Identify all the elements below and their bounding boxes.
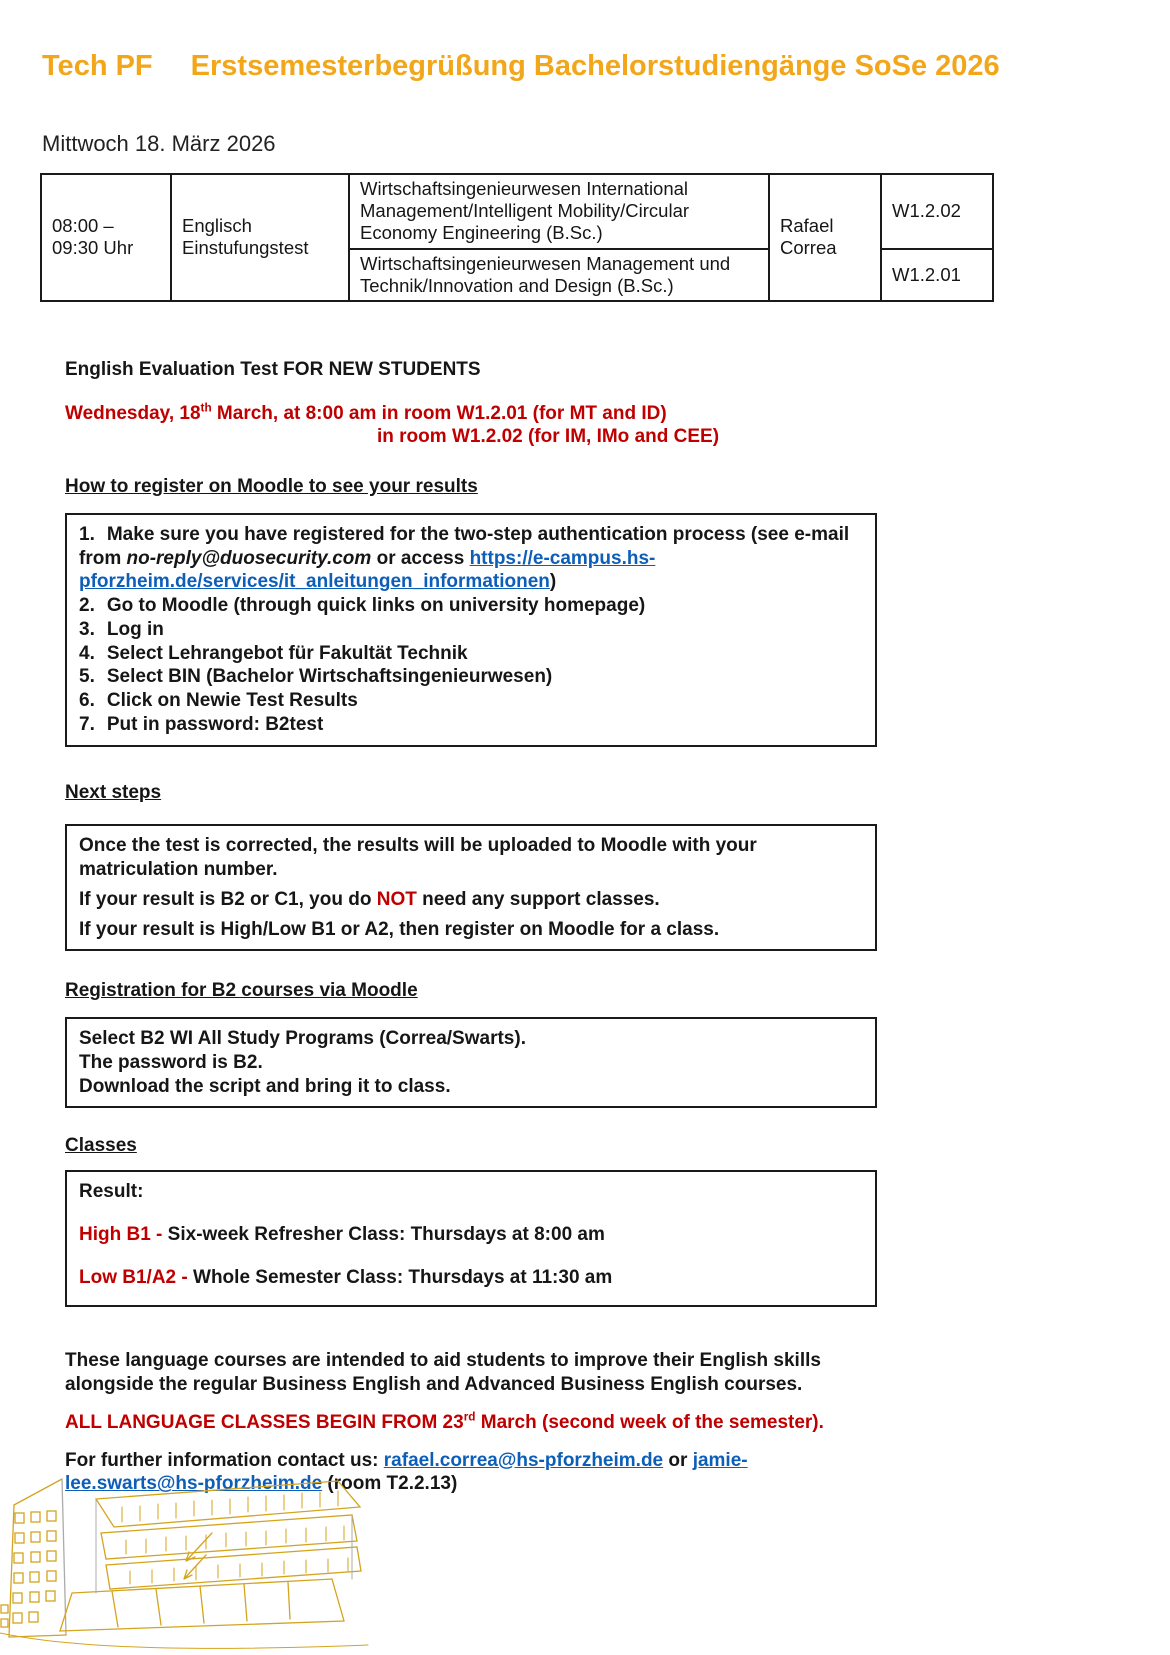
results-upload-text xyxy=(79,834,863,882)
b2-script-line: Download the script and bring it to class. xyxy=(79,1075,451,1097)
title-text: Erstsemesterbegrüßung Bachelorstudiengänge SoSe 2026 xyxy=(190,50,1000,82)
step-4-text: Select Lehrangebot für Fakultät Technik xyxy=(106,642,468,664)
high-b1-label: High B1 - xyxy=(79,1223,168,1245)
course-info-paragraph xyxy=(65,1349,877,1397)
step-3-text: Log in xyxy=(106,618,164,640)
ordinal-sup: rd xyxy=(463,1410,476,1424)
instructor-line1: Rafael xyxy=(780,215,834,237)
classes-box xyxy=(65,1170,877,1307)
next-steps-heading: Next steps xyxy=(65,781,162,803)
step-3-number: 3. xyxy=(79,618,95,640)
step-1-text-c: or access xyxy=(371,547,470,569)
not-emphasis: NOT xyxy=(376,888,417,910)
jamie-email-line2: lee.swarts@hs-pforzheim.de xyxy=(65,1473,323,1495)
time-line1: 08:00 – xyxy=(52,215,114,237)
step-6-number: 6. xyxy=(79,690,95,712)
next-steps-box xyxy=(65,824,877,951)
jamie-email-line1: jamie- xyxy=(692,1449,748,1471)
step-item-4 xyxy=(79,642,863,666)
b2-registration-heading: Registration for B2 courses via Moodle xyxy=(65,980,418,1002)
program-cell-1: Wirtschaftsingenieurwesen International Management/Intelligent Mobility/Circular Economy Engineering (B.Sc.) xyxy=(349,174,769,249)
b2-c1-rule xyxy=(79,888,863,912)
result-label: Result: xyxy=(79,1181,144,1203)
step-5-text: Select BIN (Bachelor Wirtschaftsingenieurwesen) xyxy=(106,666,553,688)
step-4-number: 4. xyxy=(79,642,95,664)
step-7-number: 7. xyxy=(79,713,95,735)
step-6-text: Click on Newie Test Results xyxy=(106,690,358,712)
campus-building-icon xyxy=(0,1455,380,1655)
time-line2: 09:30 Uhr xyxy=(52,237,134,259)
room-cell-1: W1.2.02 xyxy=(881,174,993,249)
b2-registration-box xyxy=(65,1017,877,1108)
b2-c1-rule-post: need any support classes. xyxy=(416,888,660,910)
date-heading: Mittwoch 18. März 2026 xyxy=(42,131,276,156)
b1-a2-rule: If your result is High/Low B1 or A2, then register on Moodle for a class. xyxy=(79,918,720,940)
step-1-text-a: Make sure you have registered for the two-step authentication process (see e-mail xyxy=(106,523,850,545)
step-item-3 xyxy=(79,618,863,642)
event-line1: Englisch xyxy=(182,215,252,237)
brand-label: Tech PF xyxy=(42,50,153,82)
document-body xyxy=(65,358,877,1496)
course-info-line2: alongside the regular Business English and Advanced Business English courses. xyxy=(65,1374,803,1396)
notice-line2: in room W1.2.02 (for IM, IMo and CEE) xyxy=(377,426,720,448)
low-b1-a2-row xyxy=(79,1266,863,1290)
step-1-text-d: ) xyxy=(549,571,557,593)
warning-post: March (second week of the semester). xyxy=(475,1411,824,1433)
contact-post: (room T2.2.13) xyxy=(322,1473,458,1495)
program-cell-2: Wirtschaftsingenieurwesen Management und Technik/Innovation and Design (B.Sc.) xyxy=(349,249,769,301)
results-upload-line2: matriculation number. xyxy=(79,859,278,881)
schedule-table xyxy=(40,173,994,302)
step-2-number: 2. xyxy=(79,595,95,617)
intro-heading: English Evaluation Test FOR NEW STUDENTS xyxy=(65,358,481,380)
b2-c1-rule-pre: If your result is B2 or C1, you do xyxy=(79,888,377,910)
b2-select-line: Select B2 WI All Study Programs (Correa/Swarts). xyxy=(79,1028,526,1050)
notice-line1-pre: Wednesday, 18 xyxy=(65,402,201,424)
step-item-2 xyxy=(79,594,863,618)
notice-line1-post: March, at 8:00 am in room W1.2.01 (for MT and ID) xyxy=(211,402,667,424)
ecampus-link-line1: https://e-campus.hs- xyxy=(469,547,656,569)
step-item-1 xyxy=(79,523,863,594)
step-5-number: 5. xyxy=(79,666,95,688)
rafael-email-link[interactable]: rafael.correa@hs-pforzheim.de xyxy=(383,1449,664,1471)
step-item-5 xyxy=(79,665,863,689)
classes-begin-warning xyxy=(65,1411,877,1435)
course-info-line1: These language courses are intended to aid students to improve their English skills xyxy=(65,1350,821,1372)
ecampus-link-line2: pforzheim.de/services/it_anleitungen_informationen xyxy=(79,571,550,593)
step-1-text-b: from xyxy=(79,547,127,569)
test-time-notice xyxy=(65,402,877,450)
classes-heading: Classes xyxy=(65,1135,137,1157)
high-b1-row xyxy=(79,1223,863,1247)
register-section-heading: How to register on Moodle to see your results xyxy=(65,476,478,498)
contact-mid: or xyxy=(663,1449,693,1471)
ordinal-sup: th xyxy=(200,401,212,415)
step-item-7 xyxy=(79,713,863,737)
contact-pre: For further information contact us: xyxy=(65,1449,384,1471)
duosecurity-email-text: no-reply@duosecurity.com xyxy=(126,547,372,569)
b2-password-line: The password is B2. xyxy=(79,1051,263,1073)
low-b1-a2-text: Whole Semester Class: Thursdays at 11:30 am xyxy=(193,1266,613,1288)
instructor-line2: Correa xyxy=(780,237,837,259)
results-upload-line1: Once the test is corrected, the results will be uploaded to Moodle with your xyxy=(79,835,757,857)
low-b1-a2-label: Low B1/A2 - xyxy=(79,1266,194,1288)
room-cell-2: W1.2.01 xyxy=(881,249,993,301)
instructor-cell xyxy=(769,174,881,301)
event-line2: Einstufungstest xyxy=(182,237,309,259)
warning-pre: ALL LANGUAGE CLASSES BEGIN FROM 23 xyxy=(65,1411,464,1433)
step-7-text: Put in password: B2test xyxy=(106,713,324,735)
high-b1-text: Six-week Refresher Class: Thursdays at 8:00 am xyxy=(167,1223,605,1245)
step-2-text: Go to Moodle (through quick links on university homepage) xyxy=(106,595,646,617)
step-item-6 xyxy=(79,689,863,713)
event-cell xyxy=(171,174,349,301)
document-title xyxy=(42,0,1170,83)
time-cell xyxy=(41,174,171,301)
moodle-steps-box xyxy=(65,513,877,747)
step-1-number: 1. xyxy=(79,523,95,545)
